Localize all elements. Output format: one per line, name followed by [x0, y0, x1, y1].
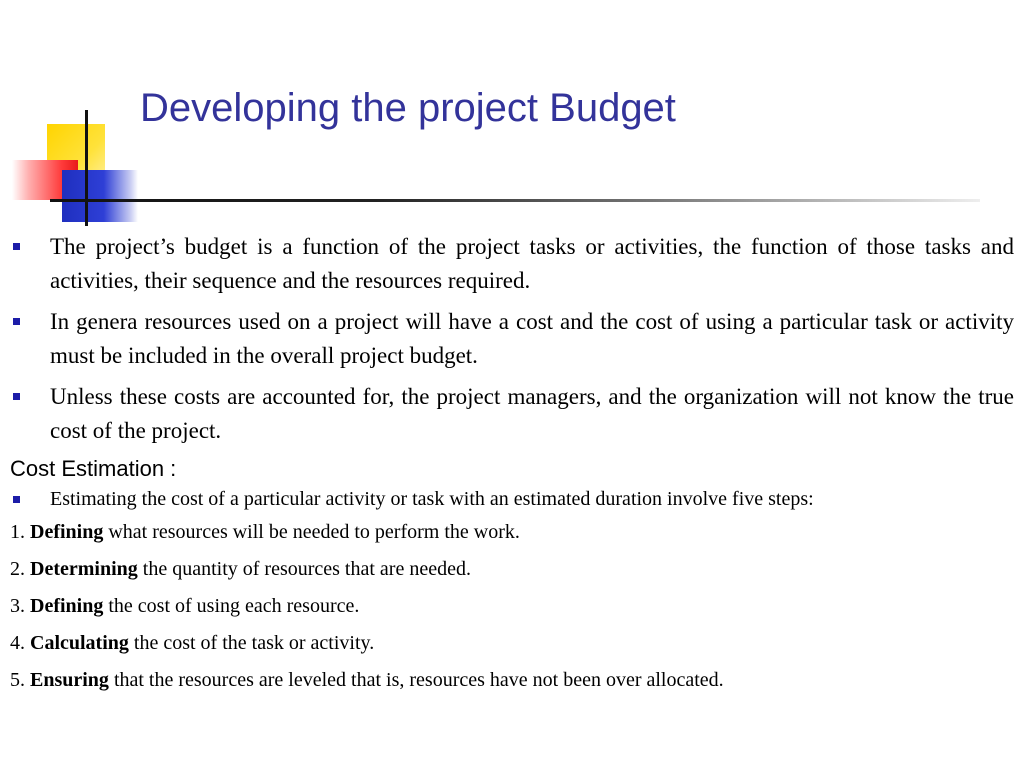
- title-underline-rule: [50, 199, 980, 202]
- step-number: 5.: [10, 669, 25, 691]
- step-keyword: Ensuring: [30, 669, 109, 691]
- slide-body: [10, 230, 1014, 705]
- step-keyword: Determining: [30, 558, 138, 580]
- step-keyword: Defining: [30, 521, 104, 543]
- slide-title: Developing the project Budget: [140, 86, 676, 130]
- bullet-item: [10, 230, 1014, 298]
- bullet-item: [10, 305, 1014, 373]
- step-item: [10, 557, 1014, 581]
- step-number: 2.: [10, 558, 25, 580]
- step-item: [10, 594, 1014, 618]
- step-number: 3.: [10, 595, 25, 617]
- step-item: [10, 631, 1014, 655]
- bullet-text: Unless these costs are accounted for, the project managers, and the organization will not know the true cost of the project.: [50, 384, 1014, 443]
- step-item: [10, 520, 1014, 544]
- square-bullet-icon: [13, 393, 20, 400]
- square-bullet-icon: [13, 318, 20, 325]
- step-item: [10, 668, 1014, 692]
- logo-blue-square: [62, 170, 138, 222]
- step-keyword: Defining: [30, 595, 104, 617]
- bullet-text: In genera resources used on a project will have a cost and the cost of using a particular task or activity must be included in the overall project budget.: [50, 309, 1014, 368]
- step-text: the cost of using each resource.: [108, 595, 360, 617]
- bullet-text: Estimating the cost of a particular activity or task with an estimated duration involve five steps:: [50, 488, 814, 510]
- step-number: 4.: [10, 632, 25, 654]
- square-bullet-icon: [13, 496, 20, 503]
- section-heading: Cost Estimation :: [10, 456, 177, 481]
- step-text: the quantity of resources that are needed.: [142, 558, 471, 580]
- step-text: that the resources are leveled that is, resources have not been over allocated.: [113, 669, 724, 691]
- step-text: what resources will be needed to perform the work.: [108, 521, 520, 543]
- step-text: the cost of the task or activity.: [133, 632, 375, 654]
- square-bullet-icon: [13, 243, 20, 250]
- bullet-item: [10, 380, 1014, 448]
- bullet-item: [10, 485, 1014, 514]
- logo-vertical-rule: [85, 110, 88, 226]
- step-keyword: Calculating: [30, 632, 129, 654]
- bullet-text: The project’s budget is a function of the project tasks or activities, the function of those tasks and activities, their sequence and the resources required.: [50, 234, 1014, 293]
- step-number: 1.: [10, 521, 25, 543]
